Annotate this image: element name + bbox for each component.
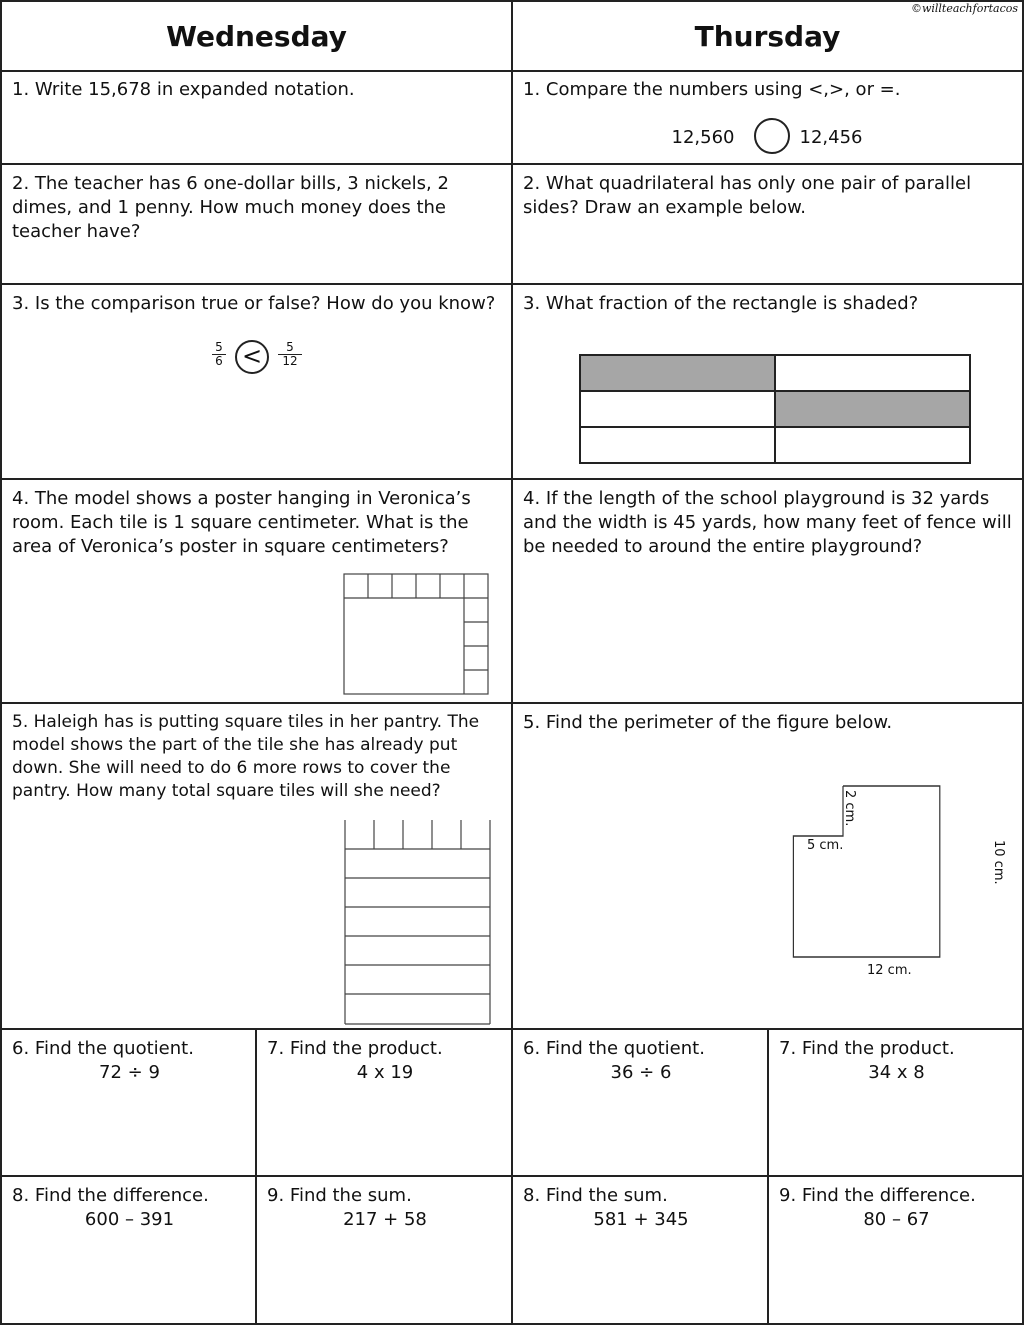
wed-q2-text: 2. The teacher has 6 one-dollar bills, 3 nickels, 2 dimes, and 1 penny. How much money does the teacher have? (12, 173, 449, 242)
wed-q3-cell (0, 283, 513, 480)
fraction-five-twelfths (278, 341, 302, 368)
pantry-tile-model (342, 818, 494, 1028)
thu-q1-right-number: 12,456 (799, 127, 863, 148)
wed-q8-cell (0, 1175, 257, 1325)
shaded-part (775, 391, 970, 427)
thu-q8-label: 8. Find the sum. (523, 1185, 668, 1206)
thu-q4-text: 4. If the length of the school playground is 32 yards and the width is 45 yards, how many feet of fence will be needed to around the entire playground? (523, 488, 1012, 557)
label-top-side: 2 cm. (842, 790, 857, 827)
wed-q8-expr: 600 – 391 (84, 1209, 175, 1230)
wed-q9-cell (255, 1175, 513, 1325)
fraction-numerator: 5 (215, 340, 223, 354)
thu-q7-cell (767, 1028, 1024, 1177)
thu-q7-label: 7. Find the product. (779, 1038, 955, 1059)
thu-q9-cell (767, 1175, 1024, 1325)
thu-q6-label: 6. Find the quotient. (523, 1038, 705, 1059)
label-bottom-side: 12 cm. (867, 963, 912, 978)
wed-q1-cell (0, 70, 513, 165)
thu-q5-cell (511, 702, 1024, 1030)
thu-q3-text: 3. What fraction of the rectangle is shaded? (523, 293, 919, 314)
watermark: ©willteachfortacos (910, 2, 1018, 15)
wed-q7-expr: 4 x 19 (356, 1062, 414, 1083)
wed-q3-text: 3. Is the comparison true or false? How do you know? (12, 293, 496, 314)
thu-q1-text: 1. Compare the numbers using <,>, or =. (523, 79, 901, 100)
perimeter-figure (791, 784, 941, 962)
thu-q9-expr: 80 – 67 (863, 1209, 930, 1230)
shaded-part (580, 355, 775, 391)
compare-symbol: < (235, 340, 269, 374)
poster-tile-model (342, 572, 492, 697)
thu-q8-cell (511, 1175, 769, 1325)
wed-q9-expr: 217 + 58 (343, 1209, 427, 1230)
wed-q7-label: 7. Find the product. (267, 1038, 443, 1059)
wed-q2-cell (0, 163, 513, 285)
header-wednesday (0, 0, 513, 72)
unshaded-part (580, 427, 775, 463)
thu-q1-cell (511, 70, 1024, 165)
wed-q6-cell (0, 1028, 257, 1177)
unshaded-part (775, 355, 970, 391)
header-wednesday-label: Wednesday (166, 19, 347, 53)
thu-q6-cell (511, 1028, 769, 1177)
wed-q4-cell (0, 478, 513, 704)
label-left-side: 5 cm. (807, 838, 844, 853)
wed-q8-label: 8. Find the difference. (12, 1185, 209, 1206)
thu-q2-cell (511, 163, 1024, 285)
wed-q6-label: 6. Find the quotient. (12, 1038, 194, 1059)
thu-q7-expr: 34 x 8 (868, 1062, 925, 1083)
thu-q5-text: 5. Find the perimeter of the figure below. (523, 712, 893, 733)
thu-q3-cell (511, 283, 1024, 480)
wed-q4-text: 4. The model shows a poster hanging in Veronica’s room. Each tile is 1 square centimeter. What is the area of Veronica’s poster in square centimeters? (12, 488, 471, 557)
thu-q2-text: 2. What quadrilateral has only one pair of parallel sides? Draw an example below. (523, 173, 972, 218)
unshaded-part (775, 427, 970, 463)
label-right-side: 10 cm. (991, 840, 1006, 885)
thu-q9-label: 9. Find the difference. (779, 1185, 976, 1206)
header-thursday-label: Thursday (694, 19, 841, 53)
thu-q1-left-number: 12,560 (671, 127, 735, 148)
thu-q4-cell (511, 478, 1024, 704)
compare-circle (754, 118, 790, 154)
unshaded-part (580, 391, 775, 427)
thu-q6-expr: 36 ÷ 6 (610, 1062, 672, 1083)
fraction-denominator: 12 (278, 354, 302, 368)
fraction-rectangle (579, 354, 973, 466)
fraction-denominator: 6 (212, 354, 226, 368)
fraction-five-sixths (212, 341, 226, 368)
thu-q8-expr: 581 + 345 (593, 1209, 689, 1230)
wed-q7-cell (255, 1028, 513, 1177)
wed-q5-text: 5. Haleigh has is putting square tiles in her pantry. The model shows the part of the tile she has already put down. She will need to do 6 more rows to cover the pantry. How many total square tiles will she need? (12, 712, 480, 801)
wed-q9-label: 9. Find the sum. (267, 1185, 412, 1206)
wed-q5-cell (0, 702, 513, 1030)
wed-q6-expr: 72 ÷ 9 (99, 1062, 160, 1083)
fraction-numerator: 5 (286, 340, 294, 354)
wed-q1-text: 1. Write 15,678 in expanded notation. (12, 79, 355, 100)
